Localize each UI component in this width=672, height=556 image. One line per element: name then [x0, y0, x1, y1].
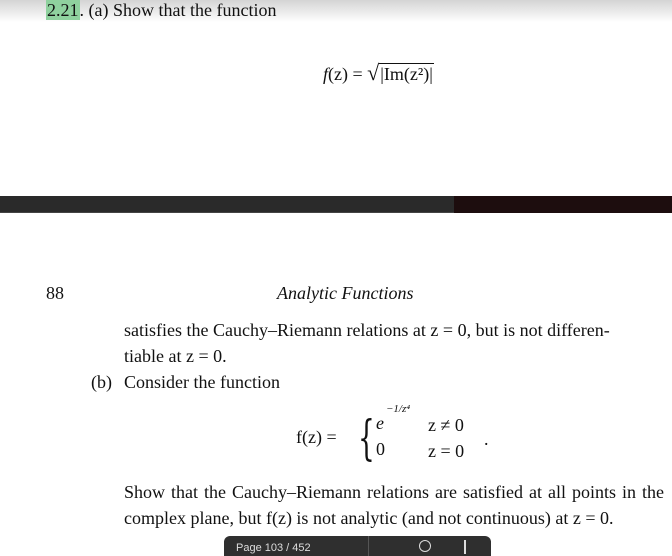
problem-line [46, 0, 276, 20]
gap-right [454, 196, 672, 213]
para1-line2: tiable at z = 0. [124, 346, 227, 366]
pw-case2-condition: z = 0 [428, 441, 465, 461]
bottom-page [0, 213, 672, 556]
eq-paren-z: (z) = [328, 64, 368, 84]
eq-radicand: |Im(z²)| [380, 64, 433, 84]
piecewise-equation [296, 403, 496, 469]
problem-number-highlight[interactable]: 2.21 [47, 0, 79, 20]
equation-f-sqrt [323, 58, 434, 89]
download-icon[interactable] [464, 540, 466, 554]
pdf-toolbar [224, 536, 491, 556]
part-b-label: (b) [91, 372, 112, 392]
pw-trailing-dot: . [484, 429, 489, 449]
pw-lhs: f(z) = [296, 427, 337, 447]
zoom-in-icon[interactable] [419, 540, 431, 552]
running-head: Analytic Functions [277, 283, 414, 303]
toolbar-page-indicator[interactable]: Page 103 / 452 [236, 542, 311, 554]
gap-left [0, 196, 454, 213]
eq-f: f [323, 64, 329, 84]
page-number: 88 [46, 283, 64, 303]
page-gap [0, 196, 672, 213]
pw-case1-value: e [376, 413, 384, 433]
left-brace: { [358, 410, 375, 466]
sqrt-sign: √ [367, 60, 380, 85]
pw-case1-condition: z ≠ 0 [428, 415, 464, 435]
top-page [0, 0, 672, 196]
problem-intro: . (a) Show that the function [79, 0, 277, 20]
para1-line1: satisfies the Cauchy–Riemann relations at z = 0, but is not differen- [124, 320, 610, 340]
part-b-text: Consider the function [124, 372, 280, 392]
toolbar-separator [368, 536, 369, 556]
pw-case2-value: 0 [376, 439, 385, 459]
pw-case1-exponent: −1/z⁴ [386, 403, 411, 415]
para3: Show that the Cauchy–Riemann relations are satisfied at all points in the complex plane, but f(z) is not analytic (and not continuous) at z = 0. [124, 482, 664, 528]
